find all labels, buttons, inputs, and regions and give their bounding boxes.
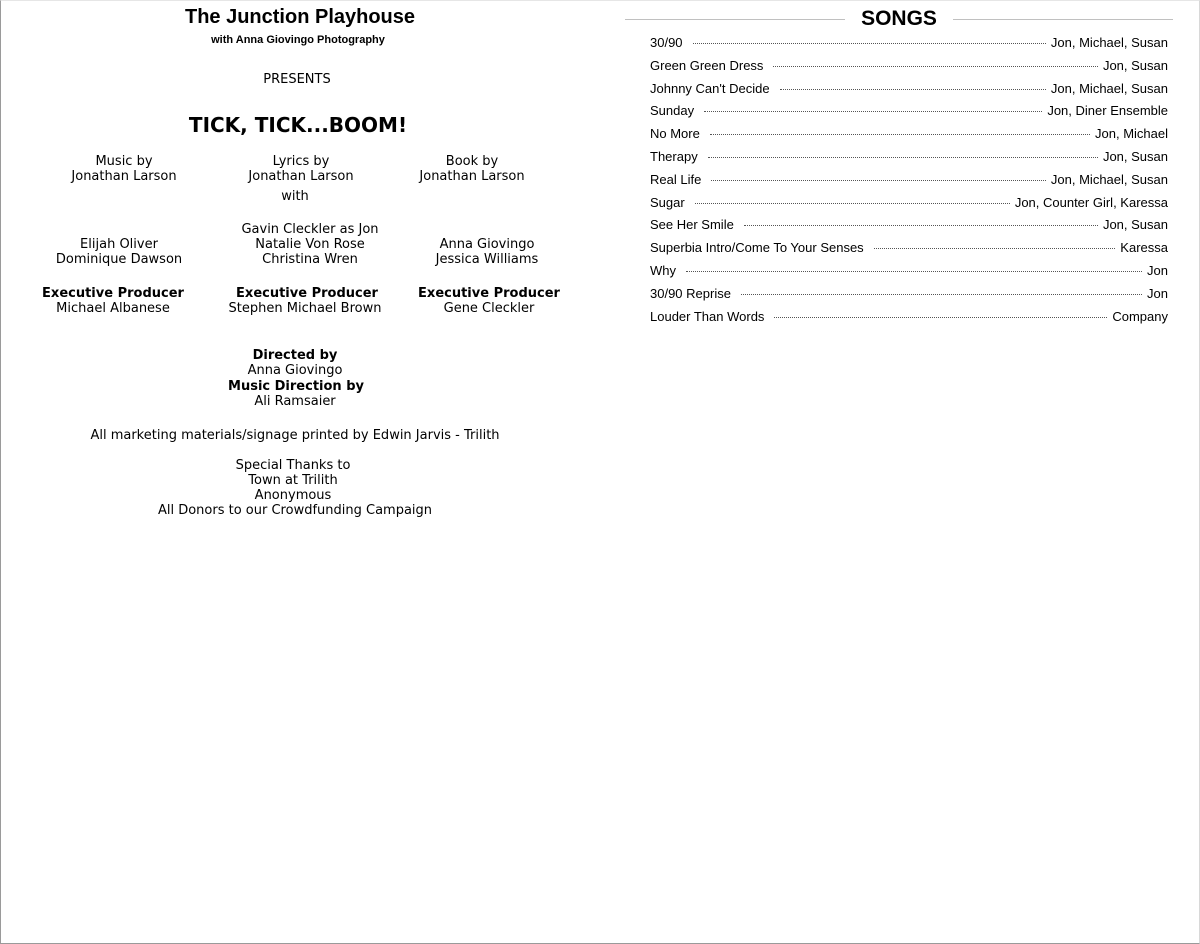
venue-name: The Junction Playhouse (184, 6, 416, 28)
dot-leader (780, 89, 1046, 90)
song-title: Real Life (650, 171, 702, 187)
presents-label: PRESENTS (263, 72, 331, 87)
dot-leader (741, 294, 1142, 295)
song-cast: Jon, Diner Ensemble (1047, 103, 1168, 119)
cast-right-2: Jessica Williams (435, 252, 539, 267)
dot-leader (708, 157, 1098, 158)
song-row (650, 171, 1168, 194)
producer-3-name: Gene Cleckler (443, 301, 535, 316)
song-title: See Her Smile (650, 217, 734, 233)
song-row (650, 148, 1168, 171)
song-cast: Jon (1147, 262, 1168, 278)
song-title: Therapy (650, 148, 698, 164)
song-row (650, 308, 1168, 331)
song-cast: Jon, Michael, Susan (1050, 35, 1168, 50)
dot-leader (774, 317, 1107, 318)
song-cast: Jon (1147, 285, 1168, 301)
directed-by-label: Directed by (252, 348, 338, 363)
credit-lyrics-name: Jonathan Larson (248, 169, 354, 184)
dot-leader (773, 66, 1098, 67)
song-row (650, 194, 1168, 217)
show-title: TICK, TICK...BOOM! (188, 113, 408, 137)
producer-3-title: Executive Producer (418, 286, 560, 301)
song-cast: Jon, Michael, Susan (1050, 80, 1168, 96)
song-row (650, 80, 1168, 103)
producer-1-title: Executive Producer (42, 286, 184, 301)
songs-header (625, 6, 1173, 32)
song-row (650, 285, 1168, 308)
song-row (650, 239, 1168, 262)
song-title: Sunday (650, 103, 695, 119)
song-row (650, 34, 1168, 57)
songs-title: SONGS (849, 6, 949, 32)
song-cast: Jon, Susan (1102, 57, 1168, 73)
cast-center-2: Natalie Von Rose (255, 237, 365, 252)
with-label: with (281, 189, 309, 204)
song-row (650, 102, 1168, 125)
song-cast: Jon, Susan (1102, 217, 1168, 233)
dot-leader (686, 271, 1142, 272)
song-title: Johnny Can't Decide (650, 80, 770, 96)
song-row (650, 216, 1168, 239)
partner-credit: with Anna Giovingo Photography (211, 34, 385, 46)
thanks-line-1: Town at Trilith (248, 473, 338, 488)
dot-leader (704, 111, 1042, 112)
credit-music-role: Music by (95, 154, 153, 169)
dot-leader (695, 203, 1010, 204)
song-title: Superbia Intro/Come To Your Senses (650, 240, 864, 256)
credit-music-name: Jonathan Larson (71, 169, 177, 184)
thanks-heading: Special Thanks to (235, 458, 351, 473)
song-cast: Jon, Counter Girl, Karessa (1014, 194, 1168, 210)
credit-book-role: Book by (445, 154, 499, 169)
songs-rule-right (953, 19, 1173, 20)
dot-leader (711, 180, 1046, 181)
cast-left-1: Elijah Oliver (80, 237, 158, 252)
cast-center-1: Gavin Cleckler as Jon (241, 222, 379, 237)
thanks-line-2: Anonymous (254, 488, 332, 503)
marketing-credit: All marketing materials/signage printed by Edwin Jarvis - Trilith (90, 428, 500, 443)
director-name: Anna Giovingo (247, 363, 343, 378)
song-row (650, 125, 1168, 148)
song-cast: Karessa (1120, 240, 1168, 256)
song-title: 30/90 Reprise (650, 285, 731, 301)
song-title: Why (650, 262, 676, 278)
dot-leader (710, 134, 1090, 135)
song-title: No More (650, 126, 700, 142)
producer-2-title: Executive Producer (236, 286, 378, 301)
credit-lyrics-role: Lyrics by (272, 154, 330, 169)
song-row (650, 57, 1168, 80)
song-title: Sugar (650, 194, 685, 210)
thanks-line-3: All Donors to our Crowdfunding Campaign (157, 503, 433, 518)
cast-left-2: Dominique Dawson (55, 252, 183, 267)
dot-leader (874, 248, 1116, 249)
song-row (650, 262, 1168, 285)
song-list (650, 34, 1168, 330)
producer-1-name: Michael Albanese (56, 301, 170, 316)
music-director-name: Ali Ramsaier (254, 394, 336, 409)
song-cast: Company (1112, 308, 1168, 324)
song-title: Green Green Dress (650, 57, 764, 73)
songs-rule-left (625, 19, 845, 20)
dot-leader (744, 225, 1098, 226)
dot-leader (693, 43, 1046, 44)
song-title: 30/90 (650, 35, 683, 50)
song-cast: Jon, Michael (1095, 126, 1168, 142)
producer-2-name: Stephen Michael Brown (228, 301, 382, 316)
credit-book-name: Jonathan Larson (419, 169, 525, 184)
song-title: Louder Than Words (650, 308, 765, 324)
cast-right-1: Anna Giovingo (439, 237, 535, 252)
cast-center-3: Christina Wren (262, 252, 358, 267)
song-cast: Jon, Michael, Susan (1050, 171, 1168, 187)
music-direction-label: Music Direction by (228, 379, 364, 394)
song-cast: Jon, Susan (1102, 148, 1168, 164)
